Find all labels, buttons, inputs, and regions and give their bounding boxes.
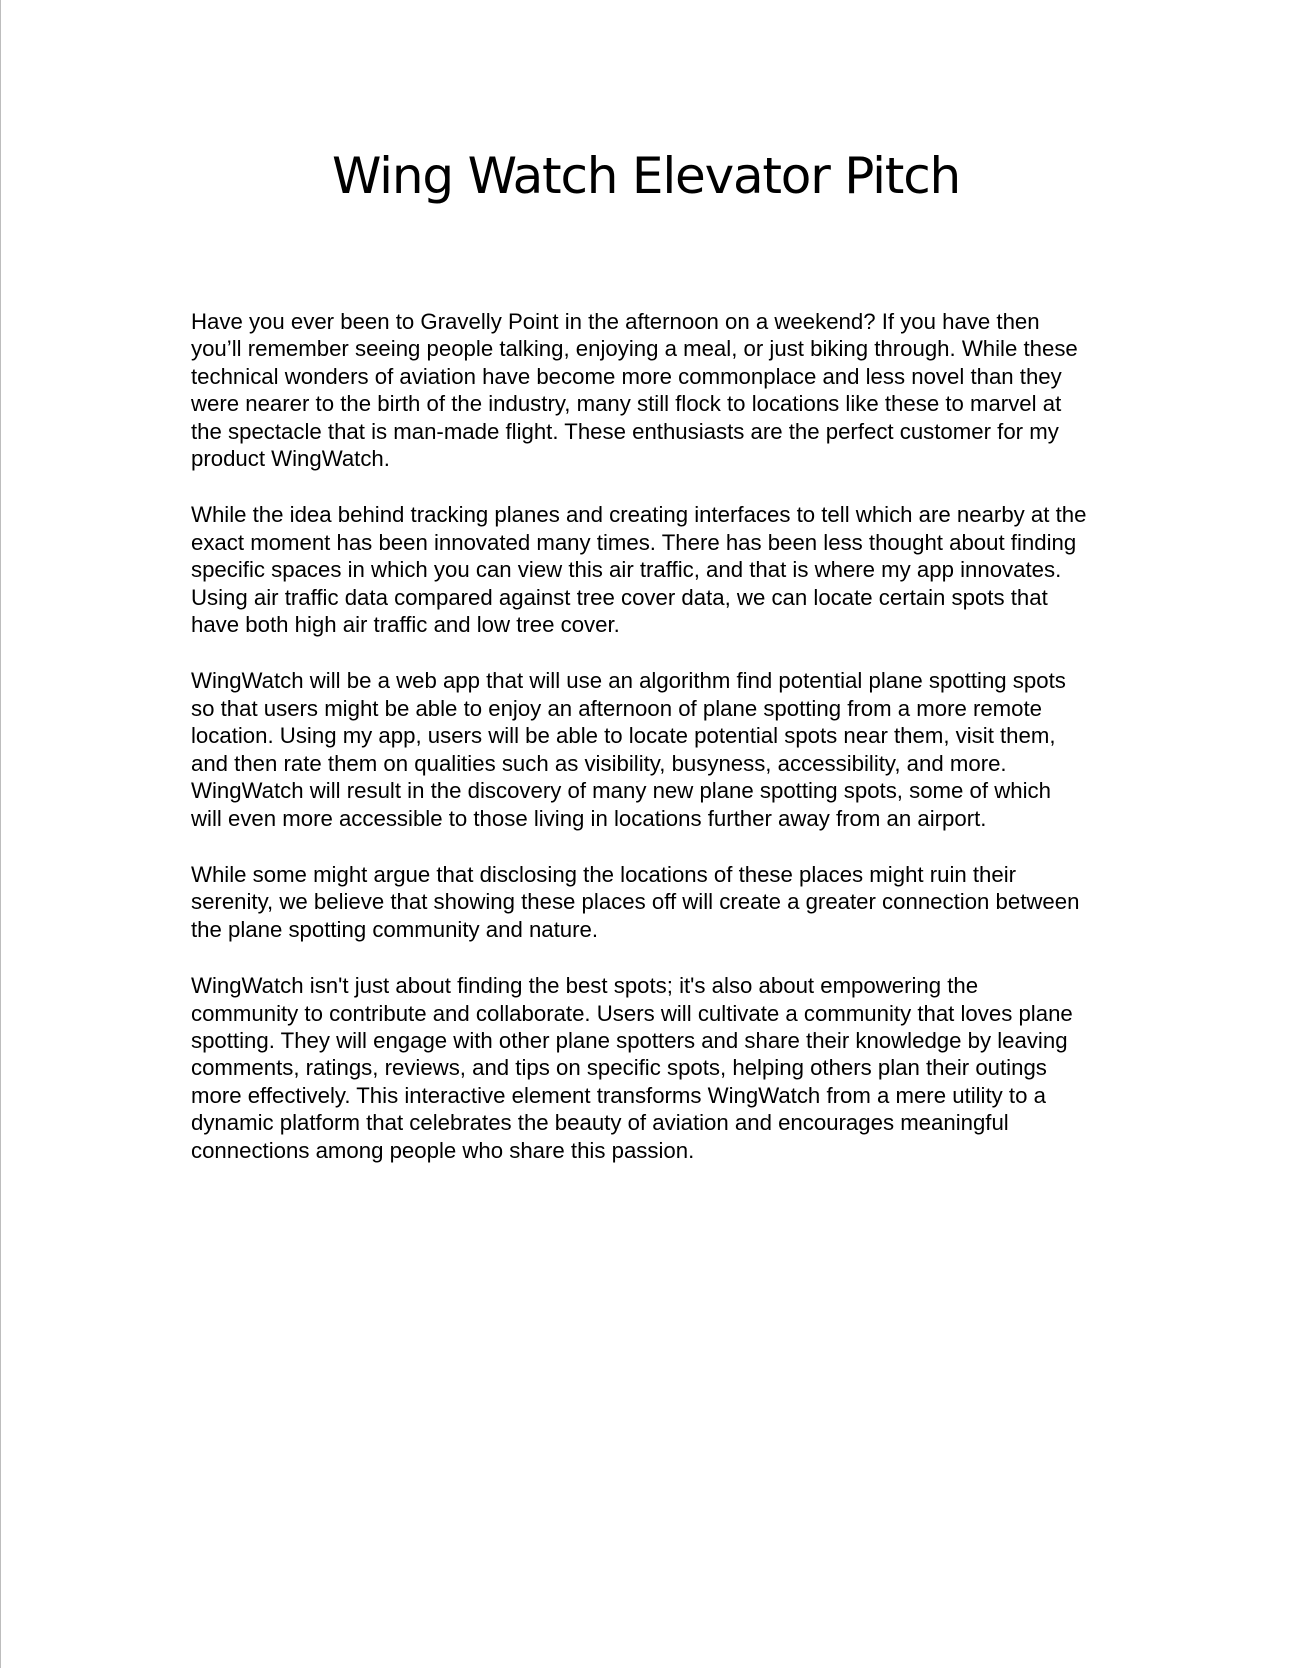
paragraph-intro: Have you ever been to Gravelly Point in the afternoon on a weekend? If you have then you’ll remember seeing people talking, enjoying a meal, or just biking through. While these technical wonders of aviation have become more commonplace and less novel than they were nearer to the birth of the industry, many still flock to locations like these to marvel at the spectacle that is man-made flight. These enthusiasts are the perfect customer for my product WingWatch. — [191, 309, 1078, 472]
paragraph-counterargument: While some might argue that disclosing the locations of these places might ruin their serenity, we believe that showing these places off will create a greater connection between the plane spotting community and nature. — [191, 861, 1080, 942]
document-body — [191, 308, 1146, 1193]
paragraph-innovation: While the idea behind tracking planes and creating interfaces to tell which are nearby at the exact moment has been innovated many times. There has been less thought about finding specific spaces in which you can view this air traffic, and that is where my app innovates. Using air traffic data compared against tree cover data, we can locate certain spots that have both high air traffic and low tree cover. — [191, 502, 1087, 638]
document-title: Wing Watch Elevator Pitch — [332, 147, 960, 205]
paragraph-community: WingWatch isn't just about finding the best spots; it's also about empowering the community to contribute and collaborate. Users will cultivate a community that loves plane spotting. They will engage with other plane spotters and share their knowledge by leaving comments, ratings, reviews, and tips on specific spots, helping others plan their outings more effectively. This interactive element transforms WingWatch from a mere utility to a dynamic platform that celebrates the beauty of aviation and encourages meaningful connections among people who share this passion. — [191, 973, 1073, 1163]
paragraph-web-app: WingWatch will be a web app that will use an algorithm find potential plane spotting spots so that users might be able to enjoy an afternoon of plane spotting from a more remote location. Using my app, users will be able to locate potential spots near them, visit them, and then rate them on qualities such as visibility, busyness, accessibility, and more. WingWatch will result in the discovery of many new plane spotting spots, some of which will even more accessible to those living in locations further away from an airport. — [191, 668, 1066, 831]
